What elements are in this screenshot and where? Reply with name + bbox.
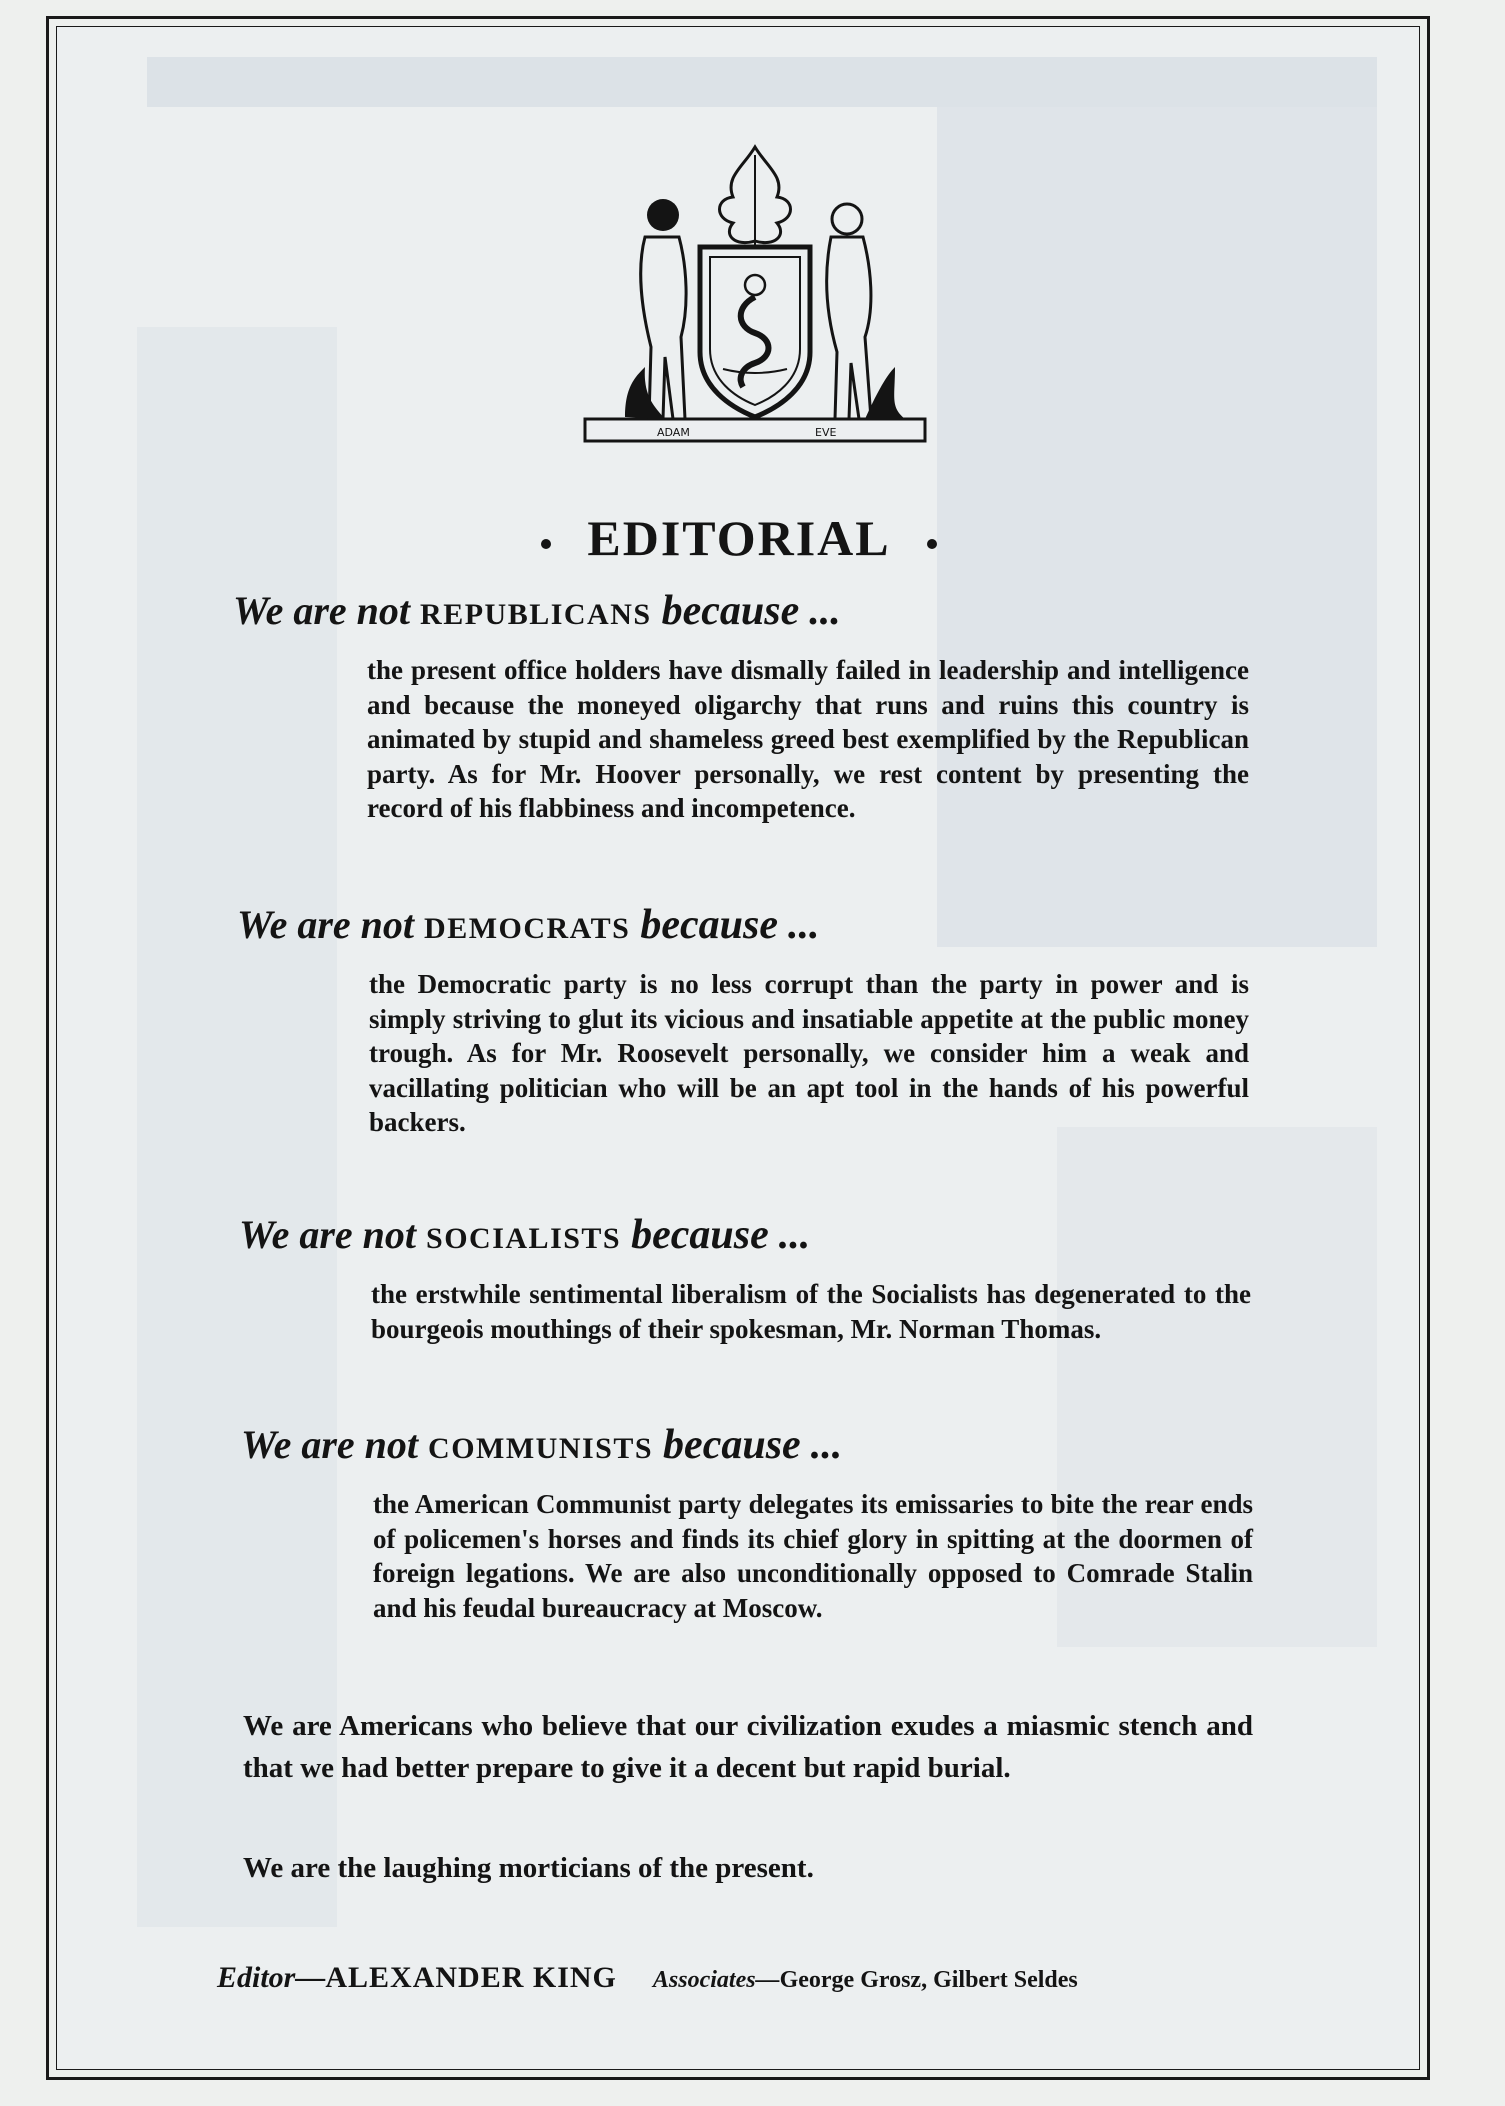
section-heading-democrats: We are not DEMOCRATS because ... [237,902,820,948]
closing-tagline: We are the laughing morticians of the present. [243,1852,814,1884]
associates-label: Associates— [652,1967,780,1993]
emblem-caption-eve: EVE [815,426,837,439]
section-heading-communists: We are not COMMUNISTS because ... [241,1422,843,1468]
page-frame [56,26,1420,2070]
section-heading-republicans: We are not REPUBLICANS because ... [233,588,841,634]
section-body-republicans: the present office holders have dismally failed in leadership and intelligence and because the moneyed oligarchy that runs and ruins this country is animated by stupid and shameless greed best exemplified by the Republican party. As for Mr. Hoover personally, we rest content by presenting the record of his flabbiness and incompetence. [367,655,1249,823]
editorial-title [57,509,1420,567]
editor-label: Editor— [217,1961,326,1994]
section-body-democrats: the Democratic party is no less corrupt than the party in power and is simply striving to glut its vicious and insatiable appetite at the public money trough. As for Mr. Roosevelt personally, we consider him a weak and vacillating politician who will be an apt tool in the hands of his powerful backers. [369,969,1249,1137]
title-bullet-right [927,539,937,549]
section-heading-socialists: We are not SOCIALISTS because ... [239,1212,811,1258]
section-body-socialists: the erstwhile sentimental liberalism of the Socialists has degenerated to the bourgeois mouthings of their spokesman, Mr. Norman Thomas. [371,1279,1251,1344]
adam-eve-emblem [565,137,945,467]
title-text: EDITORIAL [587,510,891,566]
title-bullet-left [541,539,551,549]
emblem-caption-adam: ADAM [657,426,690,439]
editor-name: ALEXANDER KING [325,1961,617,1994]
associates-names: George Grosz, Gilbert Seldes [779,1967,1078,1993]
section-body-communists: the American Communist party delegates its emissaries to bite the rear ends of policemen's horses and finds its chief glory in spitting at the doormen of foreign legations. We are also unconditionally opposed to Comrade Stalin and his feudal bureaucracy at Moscow. [373,1489,1253,1623]
closing-statement: We are Americans who believe that our civilization exudes a miasmic stench and that we had better prepare to give it a decent but rapid burial. [243,1710,1253,1784]
masthead-credits [217,1961,1078,1995]
